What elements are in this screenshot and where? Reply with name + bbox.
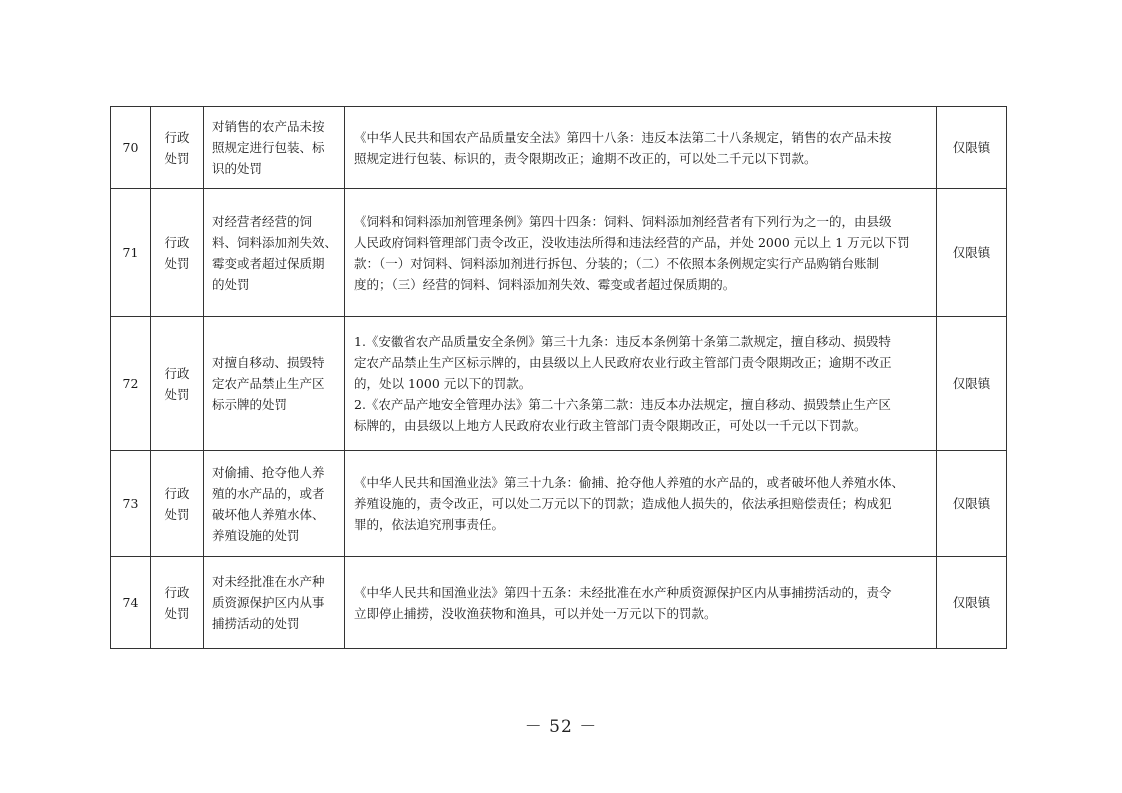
row-number: 71: [111, 189, 151, 317]
scope: 仅限镇: [937, 317, 1007, 451]
page-number: － 52 －: [524, 717, 598, 737]
row-number: 72: [111, 317, 151, 451]
penalty-type: 行政 处罚: [151, 557, 204, 649]
penalty-table: [110, 106, 1007, 649]
table-row: [111, 557, 1007, 649]
scope: 仅限镇: [937, 557, 1007, 649]
legal-basis: 《饲料和饲料添加剂管理条例》第四十四条：饲料、饲料添加剂经营者有下列行为之一的，由县级 人民政府饲料管理部门责令改正，没收违法所得和违法经营的产品，并处 2000 元以上 1 万元以下罚 款：（一）对饲料、饲料添加剂进行拆包、分装的；（二）不依照本条例规定实行产品购销台账制 度的；（三）经营的饲料、饲料添加剂失效、霉变或者超过保质期的。: [345, 189, 937, 317]
item-name: 对未经批准在水产种 质资源保护区内从事 捕捞活动的处罚: [204, 557, 345, 649]
item-name: 对销售的农产品未按 照规定进行包装、标 识的处罚: [204, 107, 345, 189]
legal-basis: 《中华人民共和国农产品质量安全法》第四十八条：违反本法第二十八条规定，销售的农产品未按 照规定进行包装、标识的，责令限期改正；逾期不改正的，可以处二千元以下罚款。: [345, 107, 937, 189]
table-row: [111, 107, 1007, 189]
row-number: 73: [111, 451, 151, 557]
penalty-type: 行政 处罚: [151, 189, 204, 317]
item-name: 对擅自移动、损毁特 定农产品禁止生产区 标示牌的处罚: [204, 317, 345, 451]
scope: 仅限镇: [937, 107, 1007, 189]
penalty-type: 行政 处罚: [151, 451, 204, 557]
item-name: 对经营者经营的饲 料、饲料添加剂失效、 霉变或者超过保质期 的处罚: [204, 189, 345, 317]
table-row: [111, 451, 1007, 557]
penalty-type: 行政 处罚: [151, 107, 204, 189]
penalty-type: 行政 处罚: [151, 317, 204, 451]
legal-basis: 《中华人民共和国渔业法》第三十九条：偷捕、抢夺他人养殖的水产品的，或者破坏他人养殖水体、 养殖设施的，责令改正，可以处二万元以下的罚款；造成他人损失的，依法承担赔偿责任；构成犯 罪的，依法追究刑事责任。: [345, 451, 937, 557]
legal-basis: 1.《安徽省农产品质量安全条例》第三十九条：违反本条例第十条第二款规定，擅自移动、损毁特 定农产品禁止生产区标示牌的，由县级以上人民政府农业行政主管部门责令限期改正；逾期不改正 的，处以 1000 元以下的罚款。 2.《农产品产地安全管理办法》第二十六条第二款：违反本办法规定，擅自移动、损毁禁止生产区 标牌的，由县级以上地方人民政府农业行政主管部门责令限期改正，可处以一千元以下罚款。: [345, 317, 937, 451]
legal-basis: 《中华人民共和国渔业法》第四十五条：未经批准在水产种质资源保护区内从事捕捞活动的，责令 立即停止捕捞，没收渔获物和渔具，可以并处一万元以下的罚款。: [345, 557, 937, 649]
row-number: 70: [111, 107, 151, 189]
row-number: 74: [111, 557, 151, 649]
item-name: 对偷捕、抢夺他人养 殖的水产品的，或者 破坏他人养殖水体、 养殖设施的处罚: [204, 451, 345, 557]
table-row: [111, 317, 1007, 451]
scope: 仅限镇: [937, 451, 1007, 557]
table-row: [111, 189, 1007, 317]
scope: 仅限镇: [937, 189, 1007, 317]
